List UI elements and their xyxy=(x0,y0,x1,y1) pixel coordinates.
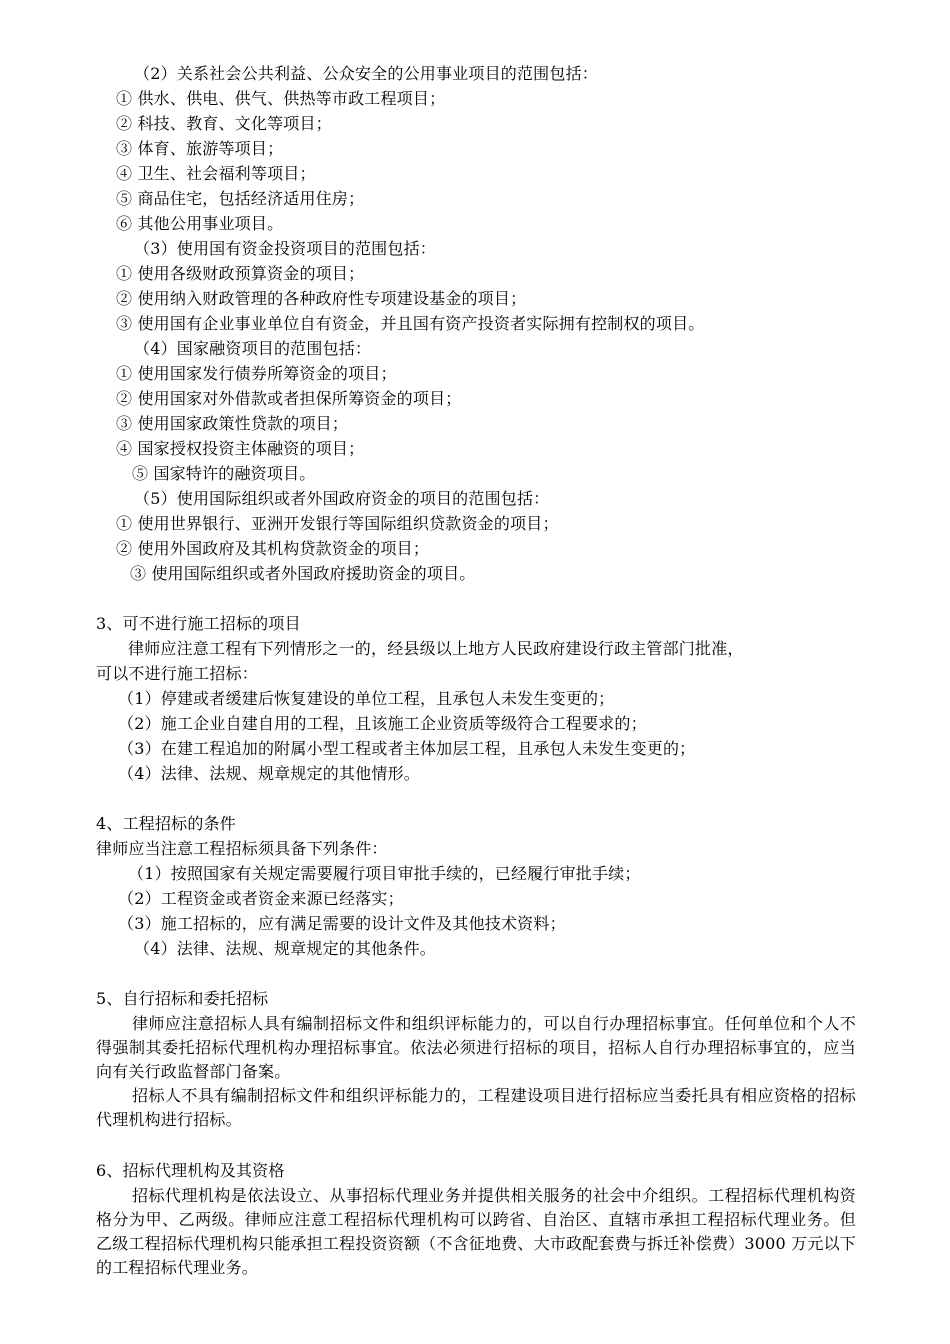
paragraph: 可以不进行施工招标： xyxy=(96,664,259,683)
list-item: （2）工程资金或者资金来源已经落实； xyxy=(118,889,404,908)
list-item: ③ 使用国际组织或者外国政府援助资金的项目。 xyxy=(130,564,476,583)
section-title: 5、自行招标和委托招标 xyxy=(96,989,269,1008)
list-item: （1）停建或者缓建后恢复建设的单位工程，且承包人未发生变更的； xyxy=(118,689,615,708)
list-item: ④ 国家授权投资主体融资的项目； xyxy=(116,439,365,458)
paragraph: 律师应注意招标人具有编制招标文件和组织评标能力的，可以自行办理招标事宜。任何单位和个人不得强制其委托招标代理机构办理招标事宜。依法必须进行招标的项目，招标人自行办理招标事宜的，应当向有关行政监督部门备案。 xyxy=(96,1014,856,1081)
list-item: ① 供水、供电、供气、供热等市政工程项目； xyxy=(116,89,446,108)
list-item: （4）法律、法规、规章规定的其他条件。 xyxy=(134,939,436,958)
list-item: ④ 卫生、社会福利等项目； xyxy=(116,164,316,183)
list-item: （1）按照国家有关规定需要履行项目审批手续的，已经履行审批手续； xyxy=(128,864,641,883)
list-item: ② 使用纳入财政管理的各种政府性专项建设基金的项目； xyxy=(116,289,527,308)
paragraph: 招标人不具有编制招标文件和组织评标能力的，工程建设项目进行招标应当委托具有相应资格的招标代理机构进行招标。 xyxy=(96,1086,856,1129)
list-item: ⑤ 国家特许的融资项目。 xyxy=(132,464,316,483)
list-item: ② 使用外国政府及其机构贷款资金的项目； xyxy=(116,539,430,558)
section-heading: （4）国家融资项目的范围包括： xyxy=(134,339,372,358)
list-item: ③ 使用国家政策性贷款的项目； xyxy=(116,414,349,433)
section-heading: （3）使用国有资金投资项目的范围包括： xyxy=(134,239,436,258)
list-item: （4）法律、法规、规章规定的其他情形。 xyxy=(118,764,420,783)
list-item: ② 使用国家对外借款或者担保所筹资金的项目； xyxy=(116,389,462,408)
list-item: ① 使用国家发行债券所筹资金的项目； xyxy=(116,364,397,383)
paragraph: 律师应当注意工程招标须具备下列条件： xyxy=(96,839,388,858)
list-item: ① 使用各级财政预算资金的项目； xyxy=(116,264,365,283)
list-item: ⑤ 商品住宅，包括经济适用住房； xyxy=(116,189,365,208)
section-heading: （2）关系社会公共利益、公众安全的公用事业项目的范围包括： xyxy=(134,64,598,83)
list-item: （2）施工企业自建自用的工程，且该施工企业资质等级符合工程要求的； xyxy=(118,714,647,733)
list-item: ⑥ 其他公用事业项目。 xyxy=(116,214,284,233)
section-title: 4、工程招标的条件 xyxy=(96,814,236,833)
list-item: （3）在建工程追加的附属小型工程或者主体加层工程，且承包人未发生变更的； xyxy=(118,739,696,758)
section-heading: （5）使用国际组织或者外国政府资金的项目的范围包括： xyxy=(134,489,550,508)
list-item: ① 使用世界银行、亚洲开发银行等国际组织贷款资金的项目； xyxy=(116,514,559,533)
list-item: （3）施工招标的，应有满足需要的设计文件及其他技术资料； xyxy=(118,914,566,933)
section-title: 6、招标代理机构及其资格 xyxy=(96,1161,285,1180)
list-item: ③ 使用国有企业事业单位自有资金，并且国有资产投资者实际拥有控制权的项目。 xyxy=(116,314,705,333)
paragraph: 招标代理机构是依法设立、从事招标代理业务并提供相关服务的社会中介组织。工程招标代理机构资格分为甲、乙两级。律师应注意工程招标代理机构可以跨省、自治区、直辖市承担工程招标代理业务。但乙级工程招标代理机构只能承担工程投资资额（不含征地费、大市政配套费与拆迁补偿费）3000 万元以下的工程招标代理业务。 xyxy=(96,1186,856,1277)
list-item: ② 科技、教育、文化等项目； xyxy=(116,114,332,133)
paragraph: 律师应注意工程有下列情形之一的，经县级以上地方人民政府建设行政主管部门批准， xyxy=(128,639,744,658)
list-item: ③ 体育、旅游等项目； xyxy=(116,139,284,158)
section-title: 3、可不进行施工招标的项目 xyxy=(96,614,301,633)
